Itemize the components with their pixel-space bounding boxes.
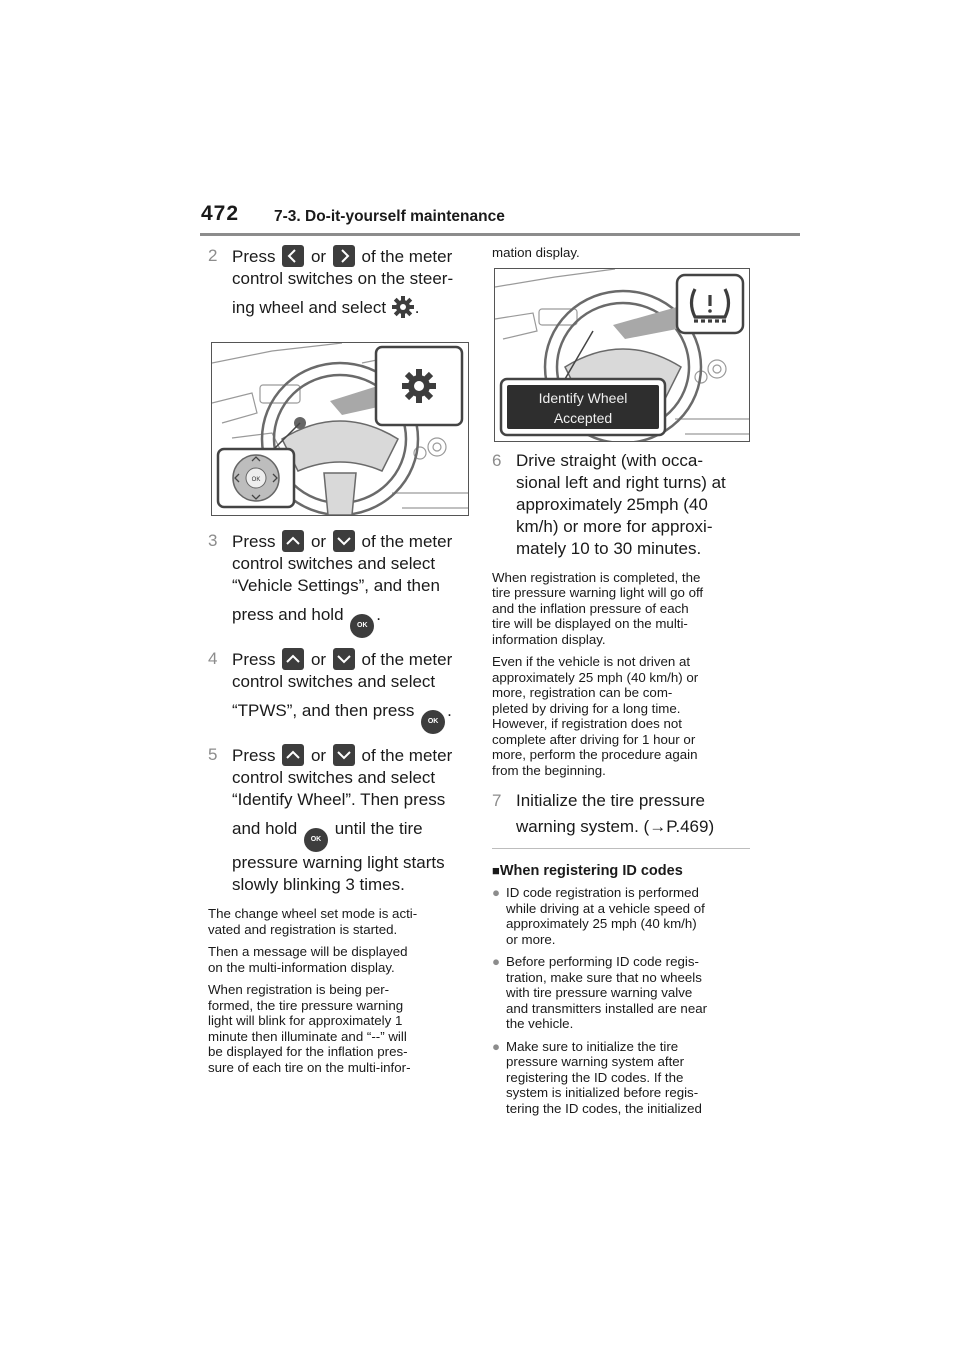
step-7 (492, 790, 750, 838)
note-line: When registration is being per- (208, 982, 390, 997)
step-text: of the meter (361, 746, 453, 765)
right-arrow-icon (333, 245, 355, 267)
note-line: approximately 25 mph (40 km/h) or (492, 669, 699, 685)
section-title: 7-3. Do-it-yourself maintenance (274, 208, 505, 225)
note-line: be displayed for the inflation pres- (208, 1044, 408, 1059)
square-bullet-icon: ■ (492, 863, 500, 878)
step-text: . (376, 605, 381, 624)
step-number: 7 (492, 791, 502, 810)
bullet-line: while driving at a vehicle speed of (506, 900, 705, 916)
bullet-line: Before performing ID code regis- (506, 954, 699, 969)
down-arrow-icon (333, 648, 355, 670)
steering-wheel-illustration (211, 342, 469, 516)
step-text: . (447, 701, 452, 720)
bullet-line: the vehicle. (506, 1016, 574, 1031)
step-text: or (310, 650, 327, 669)
bullet-line: with tire pressure warning valve (506, 985, 693, 1000)
step-text: . (414, 298, 420, 317)
step-text: sional left and right turns) at (516, 472, 726, 492)
step-text: warning system. ( (516, 817, 650, 836)
step-text: mately 10 to 30 minutes. (516, 538, 702, 558)
step-text: slowly blinking 3 times. (232, 875, 405, 894)
note-line: The change wheel set mode is acti- (208, 906, 418, 921)
bullet-icon: ● (492, 885, 501, 900)
ok-button-icon: OK (350, 614, 374, 638)
note-line: Even if the vehicle is not driven at (492, 654, 691, 669)
step-3 (208, 530, 466, 638)
note-line: information display. (492, 631, 606, 647)
page-reference-link[interactable]: P.469) (666, 817, 715, 836)
note-paragraph (208, 944, 466, 975)
ok-text: OK (251, 477, 261, 483)
note-line: However, if registration does not (492, 716, 682, 731)
note-line: Then a message will be displayed (208, 944, 408, 959)
step-number: 3 (208, 531, 218, 550)
step-text: until the tire (334, 819, 423, 838)
up-arrow-icon (282, 648, 304, 670)
note-line: vated and registration is started. (208, 921, 398, 937)
note-line: from the beginning. (492, 762, 606, 778)
note-line: more, perform the procedure again (492, 747, 698, 762)
bullet-icon: ● (492, 1038, 501, 1054)
up-arrow-icon (282, 530, 304, 552)
step-text: “Identify Wheel”. Then press (232, 790, 446, 809)
step-text: or (310, 746, 327, 765)
note-paragraph (208, 982, 466, 1075)
step-text: control switches and select (232, 672, 436, 691)
gear-icon (391, 295, 415, 332)
bullet-line: tering the ID codes, the initialized (506, 1100, 702, 1116)
subsection-title: When registering ID codes (499, 863, 683, 879)
down-arrow-icon (333, 530, 355, 552)
note-paragraph (492, 654, 750, 778)
ok-button-icon: OK (421, 710, 445, 734)
note-line: tire pressure warning light will go off (492, 585, 704, 600)
step-text: Press (232, 532, 276, 551)
step-text: pressure warning light starts (232, 853, 445, 872)
subsection-rule (492, 848, 750, 849)
note-line: mation display. (492, 245, 580, 260)
bullet-line: registering the ID codes. If the (506, 1069, 684, 1085)
step-text: and hold (232, 819, 298, 838)
step-text: Initialize the tire pressure (516, 791, 705, 810)
bullet-line: tration, make sure that no wheels (506, 969, 702, 985)
left-column (208, 245, 466, 1082)
list-item (492, 1039, 750, 1117)
step-text: of the meter (361, 247, 453, 266)
step-number: 6 (492, 450, 502, 470)
bullet-line: ID code registration is performed (506, 885, 699, 900)
step-text: of the meter (361, 532, 453, 551)
step-number: 5 (208, 745, 218, 764)
step-text: Press (232, 746, 276, 765)
note-line: light will blink for approximately 1 (208, 1013, 403, 1028)
step-text: control switches and select (232, 554, 436, 573)
left-arrow-icon (282, 245, 304, 267)
note-line: more, registration can be com- (492, 685, 673, 700)
step-text: control switches on the steer- (232, 269, 454, 288)
down-arrow-icon (333, 744, 355, 766)
step-text: control switches and select (232, 768, 436, 787)
note-line: on the multi-information display. (208, 959, 395, 975)
note-line: complete after driving for 1 hour or (492, 731, 696, 747)
step-6 (492, 450, 750, 560)
bullet-line: Make sure to initialize the tire (506, 1038, 679, 1054)
right-column (492, 245, 750, 1123)
note-paragraph (492, 570, 750, 648)
step-text: of the meter (361, 650, 453, 669)
note-line: minute then illuminate and “--” will (208, 1028, 407, 1044)
step-5 (208, 744, 466, 896)
step-text: Press (232, 247, 276, 266)
step-text: ing wheel and select (232, 298, 387, 317)
step-text: or (310, 247, 327, 266)
display-message-line-1: Identify Wheel (538, 389, 628, 406)
list-item (492, 954, 750, 1032)
step-4 (208, 648, 466, 734)
note-line: and the inflation pressure of each (492, 600, 689, 616)
note-paragraph (208, 906, 466, 937)
note-continuation (492, 245, 750, 261)
bullet-icon: ● (492, 954, 501, 969)
step-text: press and hold (232, 605, 344, 624)
step-text: “Vehicle Settings”, and then (232, 576, 440, 595)
step-text: km/h) or more for approxi- (516, 516, 713, 536)
step-text: Press (232, 650, 276, 669)
ok-button-icon: OK (304, 828, 328, 852)
bullet-line: or more. (506, 931, 556, 947)
note-line: tire will be displayed on the multi- (492, 616, 688, 631)
list-item (492, 885, 750, 947)
note-line: formed, the tire pressure warning (208, 997, 404, 1013)
subsection-heading (492, 863, 750, 879)
step-text: “TPWS”, and then press (232, 701, 415, 720)
step-number: 2 (208, 246, 218, 265)
bullet-line: system is initialized before regis- (506, 1085, 699, 1100)
bullet-line: and transmitters installed are near (506, 1000, 708, 1016)
bullet-line: pressure warning system after (506, 1054, 685, 1069)
step-text: approximately 25mph (40 (516, 494, 708, 514)
up-arrow-icon (282, 744, 304, 766)
bullet-line: approximately 25 mph (40 km/h) (506, 916, 697, 931)
display-message-illustration (494, 268, 750, 442)
note-line: pleted by driving for a long time. (492, 700, 681, 716)
reference-arrow-icon: → (649, 817, 667, 836)
note-line: When registration is completed, the (492, 569, 701, 585)
step-text: or (310, 532, 327, 551)
step-number: 4 (208, 649, 218, 668)
display-message-line-2: Accepted (553, 409, 613, 426)
page-number: 472 (201, 202, 240, 225)
step-text: Drive straight (with occa- (516, 450, 704, 470)
step-2 (208, 245, 466, 332)
note-line: sure of each tire on the multi-infor- (208, 1059, 411, 1075)
header-rule (200, 233, 800, 236)
